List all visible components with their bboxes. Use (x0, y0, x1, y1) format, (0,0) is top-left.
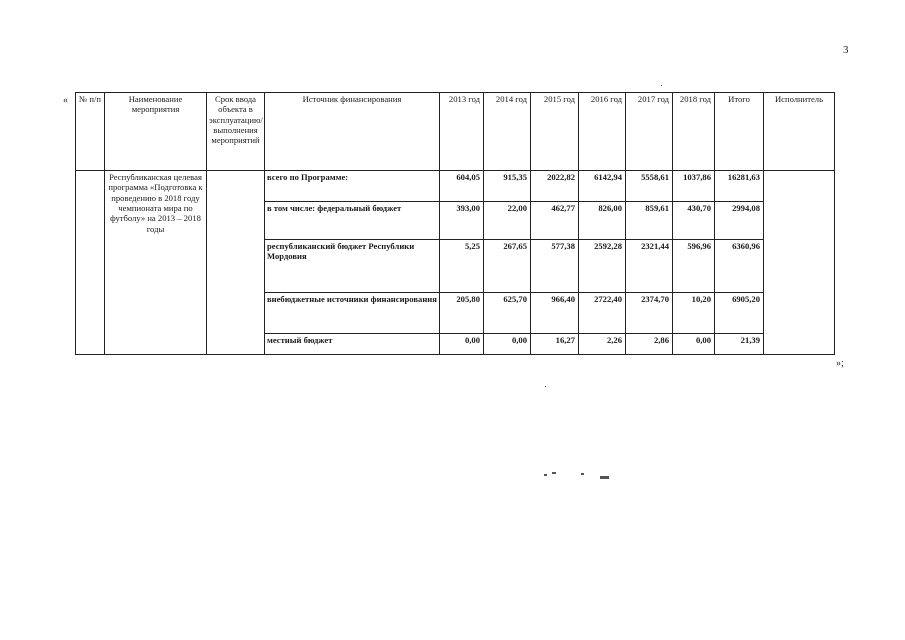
row-value: 1037,86 (673, 171, 715, 202)
scan-speck (600, 476, 609, 479)
program-no-cell (76, 171, 105, 355)
header-year-2015: 2015 год (531, 93, 579, 171)
row-value: 393,00 (440, 202, 484, 240)
row-value: 5558,61 (626, 171, 673, 202)
row-value: 2592,28 (579, 240, 626, 293)
row-value: 859,61 (626, 202, 673, 240)
row-value: 205,80 (440, 293, 484, 334)
row-value: 430,70 (673, 202, 715, 240)
row-value: 625,70 (484, 293, 531, 334)
row-value: 596,96 (673, 240, 715, 293)
row-value: 16,27 (531, 334, 579, 355)
row-value: 966,40 (531, 293, 579, 334)
program-executor-cell (764, 171, 835, 355)
scan-speck (545, 386, 546, 387)
row-value: 577,38 (531, 240, 579, 293)
row-source: республиканский бюджет Республики Мордовия (265, 240, 440, 293)
scan-speck (581, 473, 584, 475)
row-source: местный бюджет (265, 334, 440, 355)
program-name-cell: Республиканская целевая программа «Подготовка к проведению в 2018 году чемпионата мира по футболу» на 2013 – 2018 годы (105, 171, 207, 355)
row-value: 10,20 (673, 293, 715, 334)
financing-table (75, 92, 835, 355)
row-value: 826,00 (579, 202, 626, 240)
row-value: 2321,44 (626, 240, 673, 293)
header-term: Срок ввода объекта в эксплуатацию/выполнения мероприятий (207, 93, 265, 171)
header-year-2017: 2017 год (626, 93, 673, 171)
row-value: 2,86 (626, 334, 673, 355)
program-term-cell (207, 171, 265, 355)
row-value: 0,00 (484, 334, 531, 355)
header-no: № п/п (76, 93, 105, 171)
header-year-2014: 2014 год (484, 93, 531, 171)
page-number: 3 (843, 44, 849, 56)
scan-speck (661, 85, 662, 86)
header-year-2016: 2016 год (579, 93, 626, 171)
row-value: 0,00 (673, 334, 715, 355)
row-total: 2994,08 (715, 202, 764, 240)
scan-speck (544, 474, 547, 476)
row-value: 2022,82 (531, 171, 579, 202)
row-total: 16281,63 (715, 171, 764, 202)
opening-quote-mark: « (63, 95, 68, 106)
row-value: 5,25 (440, 240, 484, 293)
row-source: внебюджетные источники финансирования (265, 293, 440, 334)
row-total: 21,39 (715, 334, 764, 355)
row-value: 915,35 (484, 171, 531, 202)
header-year-2013: 2013 год (440, 93, 484, 171)
row-value: 462,77 (531, 202, 579, 240)
row-value: 604,05 (440, 171, 484, 202)
row-value: 2374,70 (626, 293, 673, 334)
table-row (76, 171, 835, 202)
row-value: 0,00 (440, 334, 484, 355)
row-value: 6142,94 (579, 171, 626, 202)
header-year-2018: 2018 год (673, 93, 715, 171)
closing-quote-mark: »; (836, 358, 844, 369)
header-name: Наименование мероприятия (105, 93, 207, 171)
row-total: 6360,96 (715, 240, 764, 293)
scan-speck (552, 472, 556, 474)
row-value: 2,26 (579, 334, 626, 355)
header-source: Источник финансирования (265, 93, 440, 171)
row-source: в том числе: федеральный бюджет (265, 202, 440, 240)
row-value: 2722,40 (579, 293, 626, 334)
row-source: всего по Программе: (265, 171, 440, 202)
header-row (76, 93, 835, 171)
header-executor: Исполнитель (764, 93, 835, 171)
header-total: Итого (715, 93, 764, 171)
row-total: 6905,20 (715, 293, 764, 334)
row-value: 22,00 (484, 202, 531, 240)
row-value: 267,65 (484, 240, 531, 293)
